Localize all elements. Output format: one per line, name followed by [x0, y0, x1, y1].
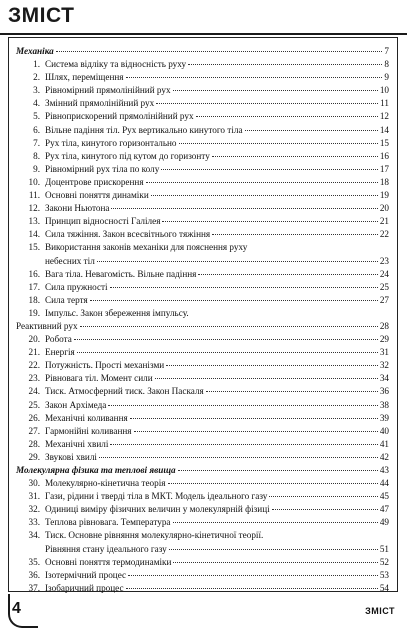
dot-leader — [74, 339, 378, 340]
toc-entry-title: Ізобаричний процес — [45, 582, 124, 593]
toc-entry-page: 9 — [384, 72, 389, 83]
toc-entry-number: 14. — [28, 229, 40, 240]
toc-entry — [16, 503, 389, 516]
toc-entry-number: 24. — [28, 386, 40, 397]
toc-entry-title: Система відліку та відносність руху — [45, 59, 187, 70]
dot-leader — [179, 143, 378, 144]
toc-entry-number: 26. — [28, 412, 40, 423]
toc-entry-page: 10 — [379, 85, 389, 96]
toc-entry-title: Сила пружності — [45, 281, 108, 292]
dot-leader — [206, 391, 378, 392]
toc-entry-title: Теплова рівновага. Температура — [45, 517, 171, 528]
toc-entry-page: 23 — [379, 255, 389, 266]
toc-entry-number: 21. — [28, 347, 40, 358]
toc-entry-page: 20 — [379, 203, 389, 214]
toc-entry-title: Рівномірний прямолінійний рух — [45, 85, 171, 96]
dot-leader — [99, 457, 378, 458]
toc-entry-number: 1. — [33, 59, 40, 70]
toc-entry-title: Рівняння стану ідеального газу — [45, 543, 167, 554]
toc-entry-page: 51 — [379, 543, 389, 554]
toc-entry-title: Тиск. Основне рівняння молекулярно-кінетичної теорії. — [45, 530, 264, 541]
toc-entry-number: 37. — [28, 582, 40, 593]
toc-entry-title: Гармонійні коливання — [45, 425, 132, 436]
toc-entry — [16, 294, 389, 307]
toc-entry-title: Гази, рідини і тверді тіла в МКТ. Модель ідеального газу — [45, 491, 268, 502]
toc-entry-page: 12 — [379, 111, 389, 122]
toc-entry-number: 32. — [28, 504, 40, 515]
toc-entry-page: 43 — [379, 465, 389, 475]
toc-entry-page: 40 — [379, 425, 389, 436]
toc-entry — [16, 268, 389, 281]
dot-leader — [162, 221, 377, 222]
toc-entry — [16, 333, 389, 346]
running-footer-label: ЗМІСТ — [365, 606, 395, 616]
toc-entry-page: 8 — [384, 59, 389, 70]
toc-entry-number: 27. — [28, 425, 40, 436]
dot-leader — [110, 444, 377, 445]
toc-entry-number: 3. — [33, 85, 40, 96]
toc-entry — [16, 97, 389, 110]
toc-entry-page: 16 — [379, 150, 389, 161]
toc-entry-title: Механічні коливання — [45, 412, 128, 423]
toc-entry-title: Змінний прямолінійний рух — [45, 98, 155, 109]
toc-entry-number: 8. — [33, 150, 40, 161]
toc-entry-number: 34. — [28, 530, 40, 541]
toc-entry-title: Вага тіла. Невагомість. Вільне падіння — [45, 268, 197, 279]
toc-entry-number: 15. — [28, 242, 40, 253]
dot-leader — [126, 588, 378, 589]
page-number: 4 — [12, 600, 21, 617]
toc-entry — [16, 84, 389, 97]
toc-entry-page: 27 — [379, 294, 389, 305]
toc-entry-page: 31 — [379, 347, 389, 358]
toc-entry-number: 11. — [28, 190, 40, 201]
dot-leader — [56, 51, 383, 52]
toc-entry-number: 12. — [28, 203, 40, 214]
toc-entry-title: Рух тіла, кинутого під кутом до горизонту — [45, 150, 210, 161]
toc-entry-title: Звукові хвилі — [45, 451, 97, 462]
dot-leader — [169, 549, 378, 550]
toc-entry — [16, 176, 389, 189]
toc-entry — [16, 490, 389, 503]
dot-leader — [272, 509, 378, 510]
dot-leader — [80, 326, 378, 327]
dot-leader — [111, 208, 377, 209]
toc-entry-page: 45 — [379, 491, 389, 502]
toc-entry-title: Ізотермічний процес — [45, 569, 127, 580]
dot-leader — [151, 195, 378, 196]
toc-entry — [16, 412, 389, 425]
toc-entry-title: Рівномірний рух тіла по колу — [45, 163, 160, 174]
toc-entry-number: 33. — [28, 517, 40, 528]
toc-entry-number: 20. — [28, 334, 40, 345]
toc-entry — [16, 307, 389, 320]
dot-leader — [198, 274, 377, 275]
dot-leader — [134, 431, 378, 432]
toc-entry-number: 10. — [28, 176, 40, 187]
toc-entry-title: Одиниці виміру фізичних величин у молекулярній фізиці — [45, 504, 270, 515]
toc-entry-page: 47 — [379, 504, 389, 515]
toc-entry-title: Рівноприскорений прямолінійний рух — [45, 111, 194, 122]
toc-entry-page: 52 — [379, 556, 389, 567]
toc-entry-number: 19. — [28, 307, 40, 318]
toc-entry-title: Реактивний рух — [16, 320, 78, 331]
toc-entry-number: 6. — [33, 124, 40, 135]
dot-leader — [173, 562, 377, 563]
toc-entry-page: 42 — [379, 451, 389, 462]
toc-entry — [16, 215, 389, 228]
toc-entry-page: 7 — [384, 46, 389, 56]
toc-entry — [16, 385, 389, 398]
toc-entry — [16, 71, 389, 84]
toc-section — [16, 464, 389, 477]
toc-entry — [16, 529, 389, 542]
toc-entry-page: 14 — [379, 124, 389, 135]
toc-entry-number: 23. — [28, 373, 40, 384]
toc-entry-title: Рух тіла, кинутого горизонтально — [45, 137, 177, 148]
toc-entry-title: Закони Ньютона — [45, 203, 110, 214]
dot-leader — [196, 116, 378, 117]
toc-entry — [16, 451, 389, 464]
toc-entry — [16, 150, 389, 163]
toc-entry-page: 39 — [379, 412, 389, 423]
toc-entry — [16, 346, 389, 359]
toc-entry — [16, 556, 389, 569]
toc-entry — [16, 438, 389, 451]
toc-entry-title: Імпульс. Закон збереження імпульсу. — [45, 307, 189, 318]
dot-leader — [245, 130, 378, 131]
dot-leader — [161, 169, 378, 170]
toc-entry-page: 24 — [379, 268, 389, 279]
dot-leader — [77, 352, 378, 353]
toc-entry-number: 2. — [33, 72, 40, 83]
toc-entry — [16, 58, 389, 71]
toc-entry-page: 54 — [379, 582, 389, 593]
toc-entry-page: 28 — [379, 320, 389, 331]
toc-entry-title: Тиск. Атмосферний тиск. Закон Паскаля — [45, 386, 204, 397]
toc-entry-title: Молекулярна фізика та теплові явища — [16, 465, 176, 475]
toc-entry — [16, 543, 389, 556]
toc-entry-title: Молекулярно-кінетична теорія — [45, 478, 166, 489]
toc-entry-title: Механіка — [16, 46, 54, 56]
toc-entry-number: 28. — [28, 438, 40, 449]
toc-entry — [16, 110, 389, 123]
dot-leader — [130, 418, 378, 419]
toc-entry-title: Вільне падіння тіл. Рух вертикально кинутого тіла — [45, 124, 243, 135]
toc-entry-number: 13. — [28, 216, 40, 227]
toc-entry-title: Механічні хвилі — [45, 438, 109, 449]
toc-entry — [16, 124, 389, 137]
dot-leader — [212, 156, 378, 157]
dot-leader — [178, 470, 378, 471]
toc-entry-number: 7. — [33, 137, 40, 148]
dot-leader — [97, 261, 378, 262]
toc-list — [9, 38, 397, 595]
dot-leader — [188, 64, 382, 65]
toc-entry-page: 53 — [379, 569, 389, 580]
toc-entry — [16, 189, 389, 202]
toc-entry-page: 49 — [379, 517, 389, 528]
toc-entry — [16, 163, 389, 176]
toc-entry-title: Закон Архімеда — [45, 399, 107, 410]
dot-leader — [155, 378, 378, 379]
toc-entry-title: Доцентрове прискорення — [45, 176, 144, 187]
toc-entry — [16, 399, 389, 412]
toc-entry-number: 36. — [28, 569, 40, 580]
toc-entry — [16, 516, 389, 529]
dot-leader — [128, 575, 378, 576]
toc-entry-page: 18 — [379, 176, 389, 187]
toc-entry-page: 29 — [379, 334, 389, 345]
toc-entry — [16, 582, 389, 595]
toc-entry-page: 44 — [379, 478, 389, 489]
toc-entry — [16, 202, 389, 215]
dot-leader — [269, 496, 377, 497]
table-of-contents — [8, 37, 398, 592]
toc-entry-page: 38 — [379, 399, 389, 410]
toc-entry-title: Основні поняття термодинаміки — [45, 556, 172, 567]
dot-leader — [168, 483, 378, 484]
dot-leader — [166, 365, 378, 366]
toc-entry-page: 19 — [379, 190, 389, 201]
toc-entry — [16, 320, 389, 333]
toc-entry-number: 29. — [28, 451, 40, 462]
toc-entry-title: Сила тяжіння. Закон всесвітнього тяжіння — [45, 229, 211, 240]
dot-leader — [110, 287, 378, 288]
toc-entry-page: 22 — [379, 229, 389, 240]
toc-entry-number: 5. — [33, 111, 40, 122]
toc-entry — [16, 241, 389, 254]
toc-entry-number: 30. — [28, 478, 40, 489]
dot-leader — [126, 77, 383, 78]
toc-entry-page: 21 — [379, 216, 389, 227]
title-rule — [0, 33, 407, 35]
toc-entry-page: 32 — [379, 360, 389, 371]
toc-entry-page: 36 — [379, 386, 389, 397]
toc-entry-title: небесних тіл — [45, 255, 95, 266]
toc-entry — [16, 569, 389, 582]
toc-entry-page: 11 — [380, 98, 389, 109]
toc-entry-number: 35. — [28, 556, 40, 567]
dot-leader — [212, 234, 378, 235]
toc-entry-title: Потужність. Прості механізми — [45, 360, 165, 371]
dot-leader — [146, 182, 378, 183]
toc-entry-title: Робота — [45, 334, 72, 345]
toc-entry — [16, 137, 389, 150]
toc-entry-title: Використання законів механіки для пояснення руху — [45, 242, 248, 253]
toc-entry-title: Рівновага тіл. Момент сили — [45, 373, 153, 384]
toc-entry — [16, 255, 389, 268]
toc-entry-number: 9. — [33, 163, 40, 174]
toc-entry-page: 41 — [379, 438, 389, 449]
toc-entry — [16, 359, 389, 372]
dot-leader — [173, 90, 378, 91]
toc-entry-number: 25. — [28, 399, 40, 410]
toc-entry-title: Основні поняття динаміки — [45, 190, 149, 201]
toc-entry — [16, 228, 389, 241]
toc-entry-title: Шлях, переміщення — [45, 72, 124, 83]
toc-entry-title: Енергія — [45, 347, 75, 358]
toc-entry-title: Принцип відносності Галілея — [45, 216, 161, 227]
toc-entry-number: 22. — [28, 360, 40, 371]
toc-entry-number: 16. — [28, 268, 40, 279]
toc-entry-number: 4. — [33, 98, 40, 109]
toc-section — [16, 45, 389, 58]
toc-entry-page: 34 — [379, 373, 389, 384]
toc-entry-number: 17. — [28, 281, 40, 292]
toc-entry-number: 31. — [28, 491, 40, 502]
toc-entry — [16, 477, 389, 490]
dot-leader — [108, 405, 377, 406]
toc-entry — [16, 425, 389, 438]
toc-entry — [16, 281, 389, 294]
toc-entry-title: Сила тертя — [45, 294, 88, 305]
toc-entry — [16, 372, 389, 385]
dot-leader — [156, 103, 378, 104]
dot-leader — [173, 522, 378, 523]
toc-entry-number: 18. — [28, 294, 40, 305]
toc-entry-page: 25 — [379, 281, 389, 292]
page-title: ЗМІСТ — [8, 4, 75, 27]
toc-entry-page: 17 — [379, 163, 389, 174]
dot-leader — [90, 300, 378, 301]
toc-entry-page: 15 — [379, 137, 389, 148]
